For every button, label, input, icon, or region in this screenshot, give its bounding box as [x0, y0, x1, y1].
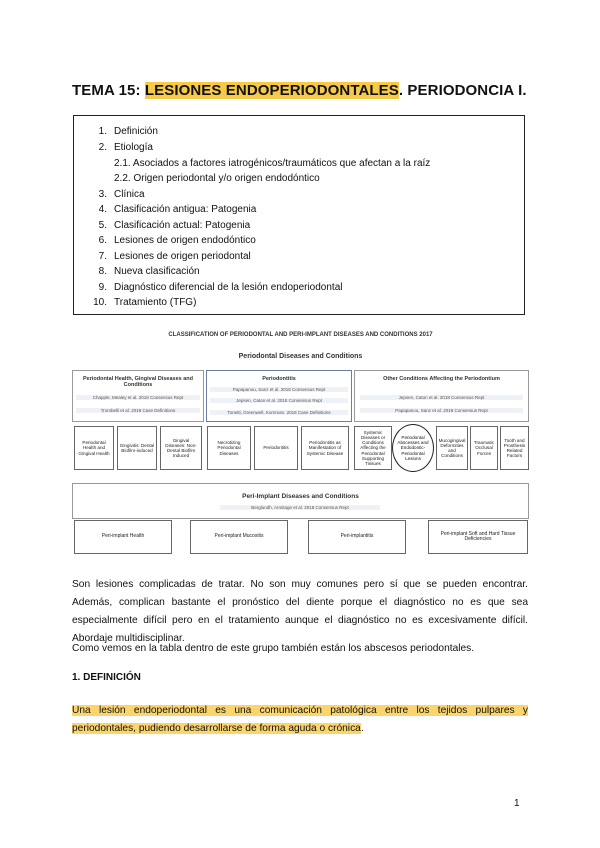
periimplant-leaf: Peri-implantitis — [308, 520, 406, 554]
group-ref: Trombelli et al. 2018 Case Definitions — [76, 408, 200, 413]
group-ref: Jepsen, Caton et al. 2018 Consensus Rept — [210, 398, 348, 403]
group-ref: Tonetti, Greenwell, Kornman. 2018 Case Definitions — [210, 410, 348, 415]
title-suffix: . PERIODONCIA I. — [398, 82, 527, 99]
leaf-box: Traumatic Occlusal Forces — [470, 426, 498, 470]
leaf-box: Gingivitis: Dental Biofilm-induced — [117, 426, 157, 470]
leaf-box: Mucogingival Deformities and Conditions — [436, 426, 468, 470]
periodontal-title: Periodontal Diseases and Conditions — [238, 353, 363, 360]
group-ref: Jepsen, Caton et al. 2018 Consensus Rept — [360, 395, 523, 400]
leaf-box: Periodontal Health and Gingival Health — [74, 426, 114, 470]
leaf-box: Periodontitis — [254, 426, 298, 470]
definition-line-1: Una lesión endoperiodontal es una comunicación patológica entre los tejidos pulpares y — [72, 705, 528, 716]
title-prefix: TEMA 15: — [72, 82, 145, 99]
group-ref: Chapple, Mealey et al. 2018 Consensus Rept — [76, 395, 200, 400]
page-number: 1 — [514, 798, 520, 809]
periimplant-box — [72, 483, 529, 519]
paragraph-2: Como vemos en la tabla dentro de este grupo también están los abscesos periodontales. — [72, 643, 475, 654]
leaf-box: Systemic Diseases or Conditions Affecting the Periodontal Supporting Tissues — [354, 426, 392, 470]
periimplant-title: Peri-Implant Diseases and Conditions — [242, 493, 359, 500]
group-label-health: Periodontal Health, Gingival Diseases and Conditions — [82, 376, 194, 388]
classification-figure — [72, 330, 529, 560]
figure-caption: CLASSIFICATION OF PERIODONTAL AND PERI-IMPLANT DISEASES AND CONDITIONS 2017 — [168, 332, 433, 338]
periimplant-leaf: Peri-implant Health — [74, 520, 172, 554]
periimplant-leaf: Peri-implant Soft and Hard Tissue Deficiencies — [428, 520, 528, 554]
section-heading-definition: 1. DEFINICIÓN — [72, 672, 141, 683]
highlighted-leaf-endoperio: Periodontal Abscesses and Endodontic-Periodontal Lesions — [392, 424, 434, 472]
periimplant-ref: Berglundh, Armitage et al. 2018 Consensus Rept — [220, 505, 380, 510]
paragraph-1: Son lesiones complicadas de tratar. No son muy comunes pero sí que se pueden encontrar. Además, complican bastante el pronóstico del diente porque el diagnóstico no es que sea especialmente difícil pero en el tratamiento aunque el diagnóstico no es excesivamente difícil. Abordaje multidisciplinar. — [72, 579, 528, 644]
page-title — [72, 82, 527, 99]
periimplant-leaf: Peri-implant Mucositis — [190, 520, 288, 554]
leaf-box: Gingival Diseases: Non-Dental Biofilm Induced — [160, 426, 202, 470]
leaf-box: Necrotizing Periodontal Diseases — [207, 426, 251, 470]
table-of-contents: 1. Definición 2. Etiología 2.1. Asociados a factores iatrogénicos/traumáticos que afectan a la raíz 2.2. Origen periodontal y/o origen endodóntico 3. Clínica 4. Clasificación antigua: Patogenia 5. Clasificación actual: Patogenia 6. Lesiones de origen endodóntico 7. Lesiones de origen periodontal 8. Nueva clasificación 9. Diagnóstico diferencial de la lesión endoperiodontal 10. Tratamiento (TFG) — [73, 115, 525, 315]
group-label-other: Other Conditions Affecting the Periodontium — [383, 376, 500, 382]
definition-line-2: periodontales, pudiendo desarrollarse de forma aguda o crónica. — [72, 723, 364, 734]
leaf-box: Tooth and Prosthesis Related Factors — [500, 426, 529, 470]
group-ref: Papapanou, Sanz et al. 2018 Consensus Rept — [360, 408, 523, 413]
group-label-periodontitis: Periodontitis — [262, 376, 296, 382]
group-ref: Papapanou, Sanz et al. 2018 Consensus Rept — [210, 387, 348, 392]
title-highlight: LESIONES ENDOPERIODONTALES — [144, 82, 399, 99]
leaf-box: Periodontitis as Manifestation of Systemic Disease — [301, 426, 349, 470]
